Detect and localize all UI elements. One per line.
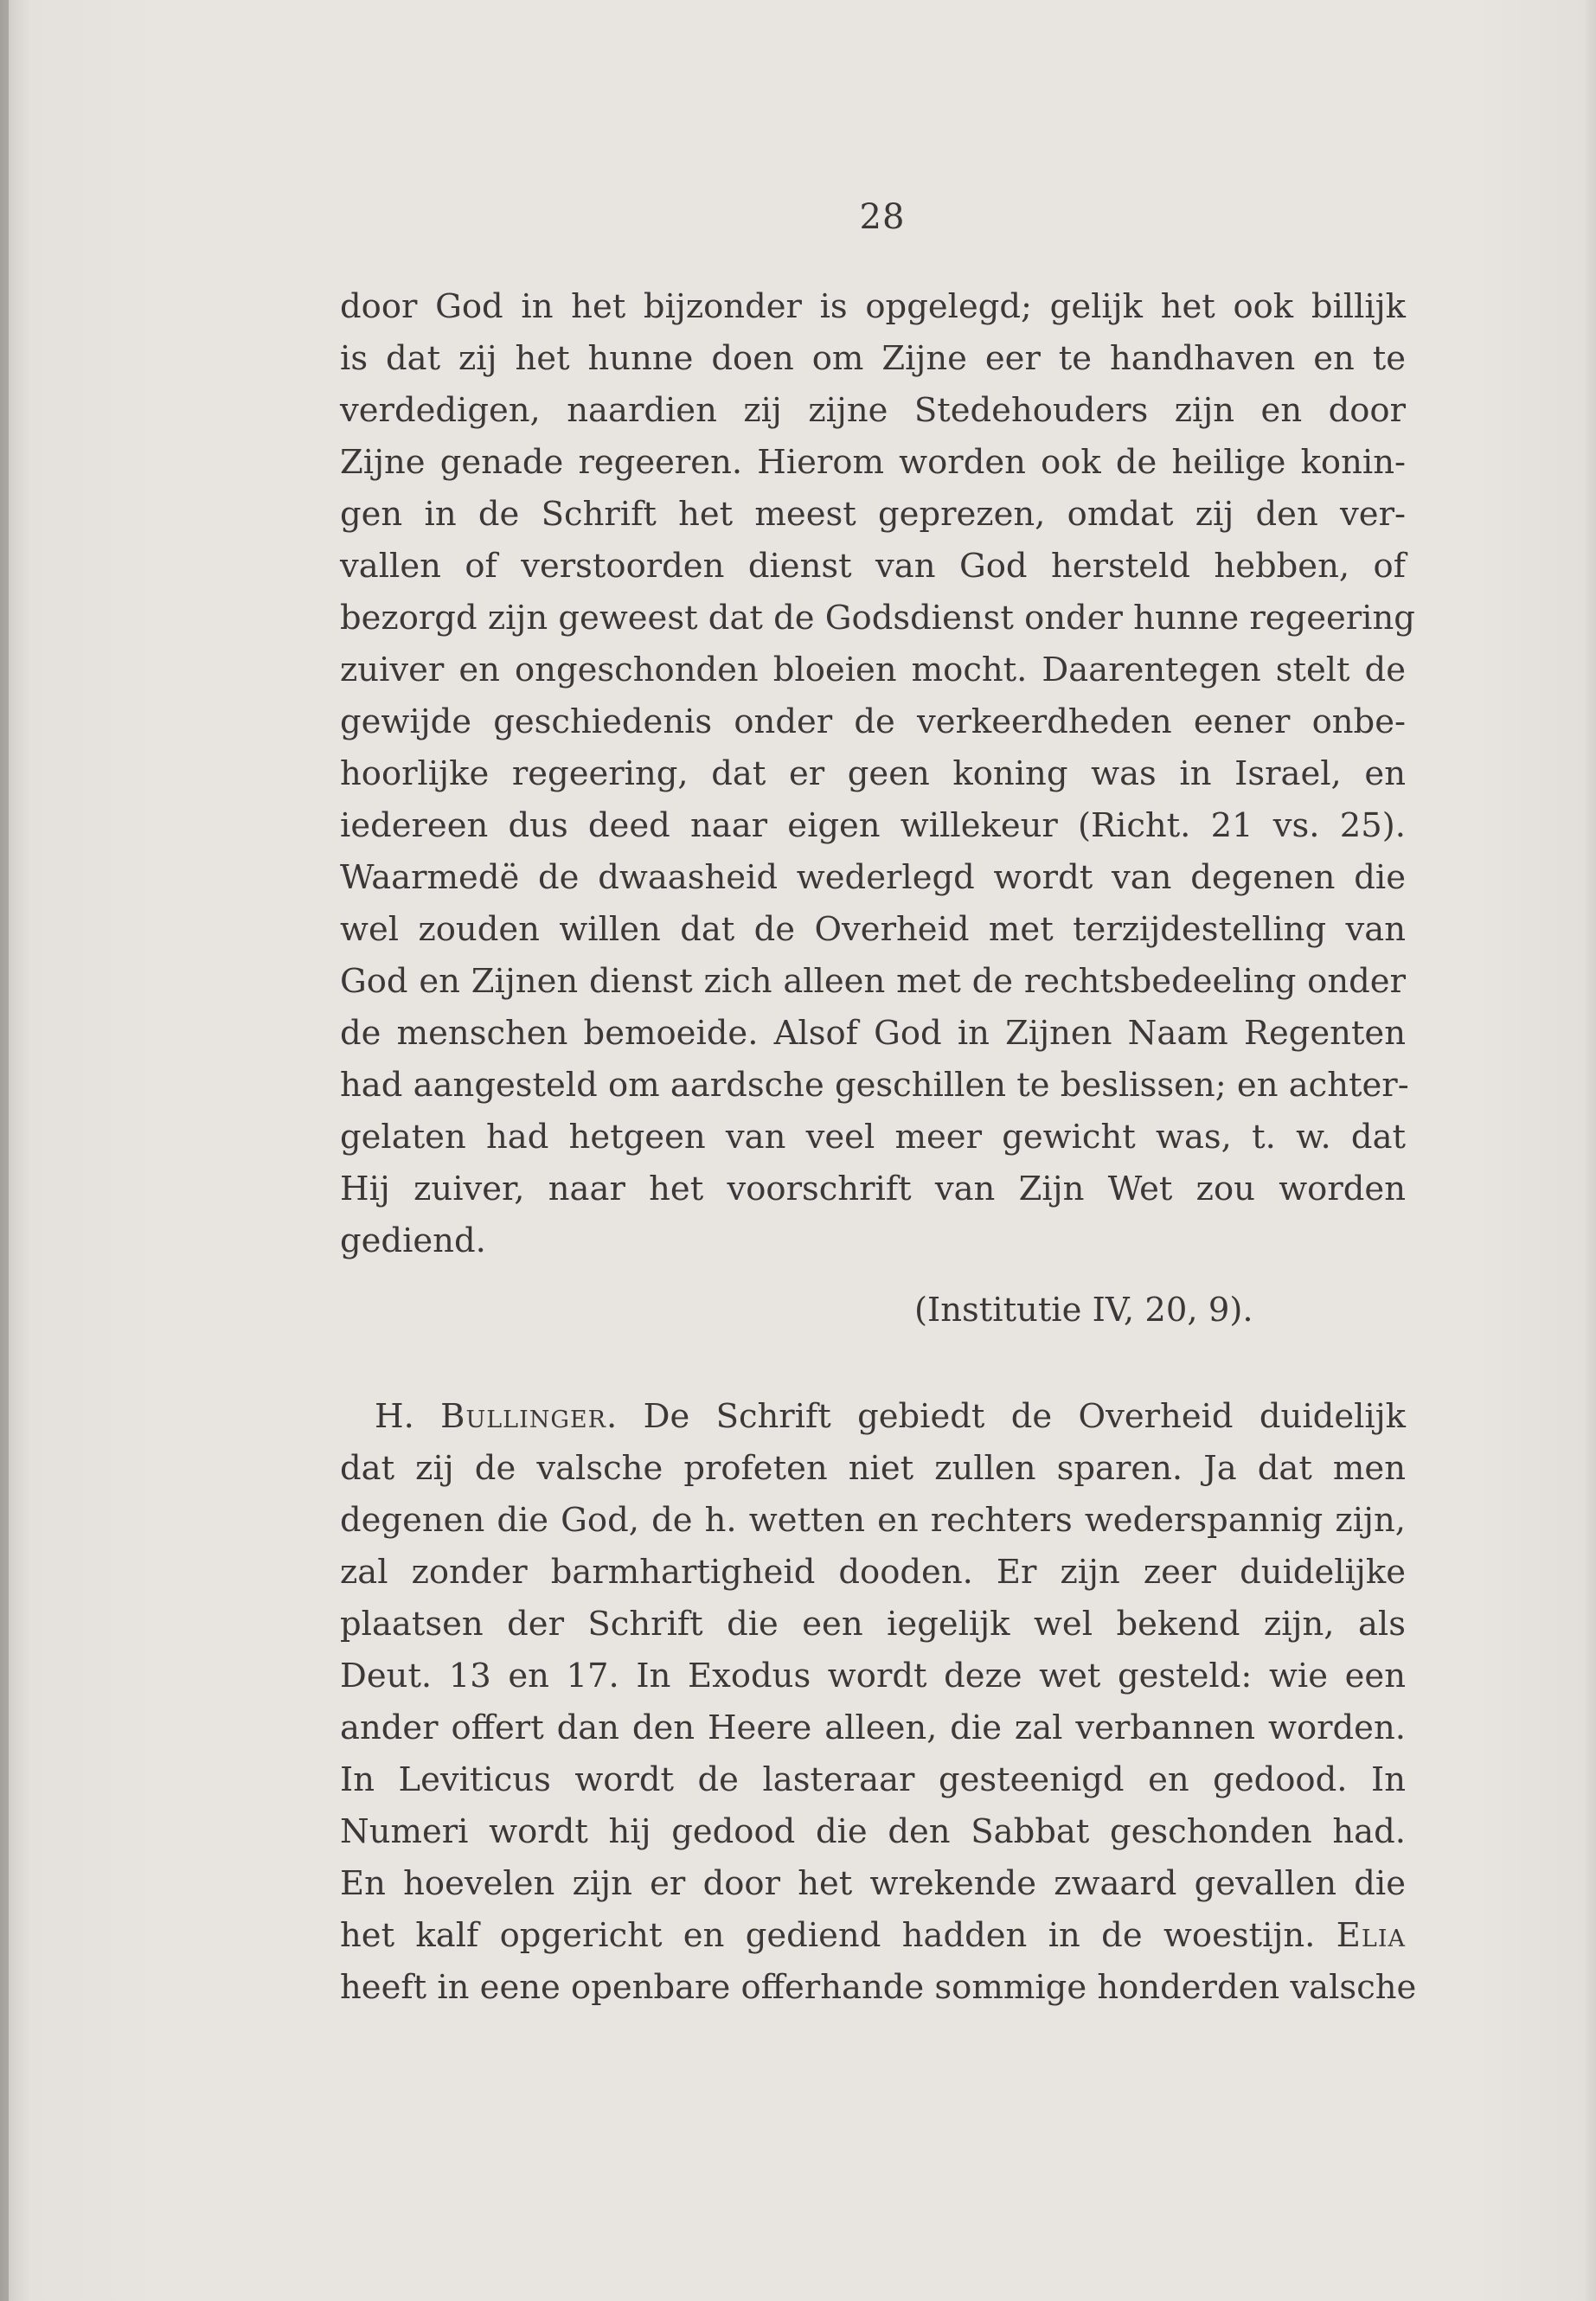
text-line: God en Zijnen dienst zich alleen met de rechtsbedeeling onder: [340, 962, 1406, 1001]
text-line: En hoevelen zijn er door het wrekende zwaard gevallen die: [340, 1864, 1406, 1903]
text-line: wel zouden willen dat de Overheid met terzijdestelling van: [340, 910, 1406, 949]
line-text: . De Schrift gebiedt de Overheid duidelijk: [606, 1397, 1406, 1436]
text-line: Zijne genade regeeren. Hierom worden ook de heilige konin-: [340, 443, 1406, 482]
text-line: bezorgd zijn geweest dat de Godsdienst onder hunne regeering: [340, 599, 1415, 638]
binding-edge: [0, 0, 9, 2301]
text-line: gediend.: [340, 1221, 486, 1260]
line-space: [1315, 1916, 1336, 1955]
text-line: dat zij de valsche profeten niet zullen sparen. Ja dat men: [340, 1449, 1406, 1488]
text-line: Deut. 13 en 17. In Exodus wordt deze wet gesteld: wie een: [340, 1657, 1406, 1695]
text-line: verdedigen, naardien zij zijne Stedehouders zijn en door: [340, 391, 1406, 430]
line-text: het kalf opgericht en gediend hadden in de woestijn.: [340, 1916, 1316, 1955]
text-line: degenen die God, de h. wetten en rechters wederspannig zijn,: [340, 1501, 1406, 1540]
text-line: ander offert dan den Heere alleen, die zal verbannen worden.: [340, 1708, 1406, 1747]
text-line: iedereen dus deed naar eigen willekeur (Richt. 21 vs. 25).: [340, 806, 1406, 845]
text-line: Hij zuiver, naar het voorschrift van Zijn Wet zou worden: [340, 1170, 1406, 1208]
text-line: [375, 1391, 1406, 1443]
text-line: gelaten had hetgeen van veel meer gewicht was, t. w. dat: [340, 1118, 1406, 1157]
author-name: Bullinger: [440, 1397, 606, 1436]
text-line: gewijde geschiedenis onder de verkeerdheden eener onbe-: [340, 702, 1406, 741]
text-line: Waarmedë de dwaasheid wederlegd wordt van degenen die: [340, 858, 1406, 897]
text-line: Numeri wordt hij gedood die den Sabbat geschonden had.: [340, 1812, 1406, 1851]
text-line: de menschen bemoeide. Alsof God in Zijnen Naam Regenten: [340, 1014, 1406, 1053]
text-line: hoorlijke regeering, dat er geen koning was in Israel, en: [340, 754, 1406, 793]
citation: (Institutie IV, 20, 9).: [914, 1291, 1253, 1330]
text-line: gen in de Schrift het meest geprezen, omdat zij den ver-: [340, 495, 1406, 534]
text-line: In Leviticus wordt de lasteraar gesteenigd en gedood. In: [340, 1760, 1406, 1799]
text-line: vallen of verstoorden dienst van God hersteld hebben, of: [340, 547, 1406, 586]
text-line: zal zonder barmhartigheid dooden. Er zijn zeer duidelijke: [340, 1553, 1406, 1592]
author-prefix: H.: [375, 1397, 441, 1436]
text-line: is dat zij het hunne doen om Zijne eer te handhaven en te: [340, 339, 1406, 378]
text-line: heeft in eene openbare offerhande sommige honderden valsche: [340, 1968, 1417, 2007]
text-line: had aangesteld om aardsche geschillen te beslissen; en achter-: [340, 1066, 1409, 1105]
person-name: Elia: [1336, 1916, 1406, 1955]
text-line: door God in het bijzonder is opgelegd; gelijk het ook billijk: [340, 287, 1406, 326]
text-line: plaatsen der Schrift die een iegelijk wel bekend zijn, als: [340, 1605, 1406, 1644]
page-number: 28: [859, 197, 906, 237]
text-line: zuiver en ongeschonden bloeien mocht. Daarentegen stelt de: [340, 651, 1406, 689]
text-line: [340, 1910, 1406, 1962]
